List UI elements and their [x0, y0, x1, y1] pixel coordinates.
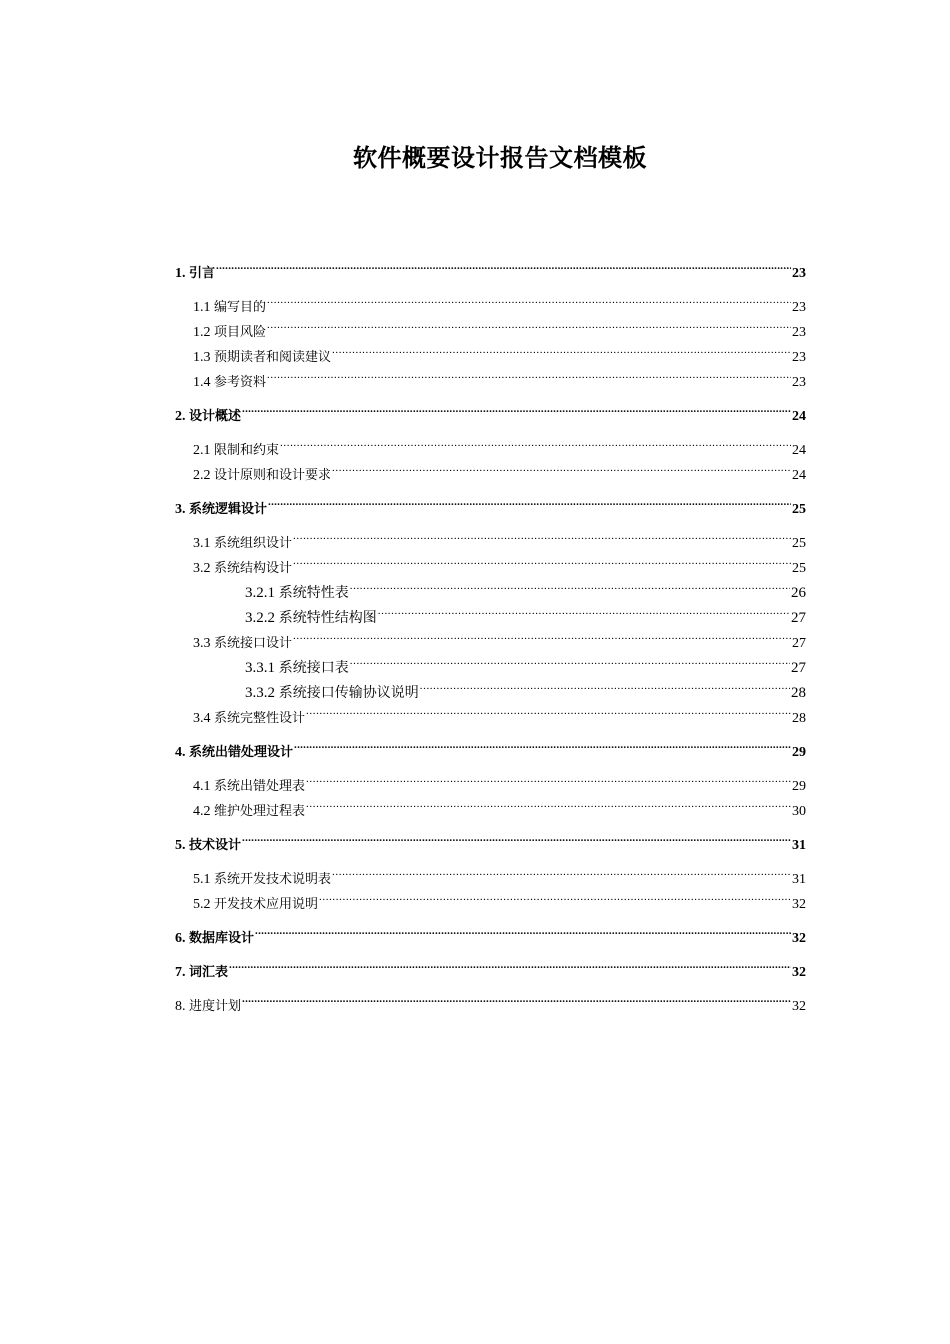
toc-entry-number: 1.2: [193, 325, 211, 340]
toc-entry-page-number: 27: [791, 610, 806, 626]
toc-entry-number: 1.1: [193, 300, 211, 315]
toc-entry-page-number: 23: [792, 300, 806, 315]
toc-dot-leader: [306, 765, 791, 790]
toc-entry-number: 7.: [175, 965, 186, 980]
toc-entry-page-number: 32: [792, 931, 806, 946]
toc-dot-leader: [268, 488, 791, 513]
toc-dot-leader: [216, 252, 791, 277]
toc-entry[interactable]: [175, 286, 806, 315]
toc-entry-page-number: 24: [792, 468, 806, 483]
toc-dot-leader: [280, 429, 791, 454]
toc-entry-page-number: 24: [792, 409, 806, 424]
toc-entry-title: 设计概述: [189, 409, 242, 424]
toc-entry-number: 1.3: [193, 350, 211, 365]
toc-entry-label: [193, 799, 305, 824]
toc-entry-number: 2.2: [193, 468, 211, 483]
toc-dot-leader: [293, 547, 791, 572]
toc-entry-title: 系统组织设计: [214, 536, 293, 551]
toc-entry-number: 3.2.1: [245, 585, 275, 601]
toc-entry-title: 预期读者和阅读建议: [214, 350, 332, 365]
toc-entry-title: 维护处理过程表: [214, 804, 306, 819]
toc-entry-title: 词汇表: [189, 965, 229, 980]
toc-dot-leader: [306, 790, 791, 815]
toc-entry-label: [193, 706, 305, 731]
toc-entry-page-number: 28: [792, 711, 806, 726]
toc-entry-number: 3.2.2: [245, 610, 275, 626]
toc-entry-page-number: 23: [792, 325, 806, 340]
toc-entry-label: [245, 656, 349, 681]
toc-entry-title: 系统特性表: [278, 585, 349, 601]
toc-entry-title: 系统接口设计: [214, 636, 293, 651]
toc-entry-page-number: 26: [791, 585, 806, 601]
toc-entry-number: 8.: [175, 999, 186, 1014]
toc-entry-page-number: 24: [792, 443, 806, 458]
toc-entry-title: 系统特性结构图: [278, 610, 377, 626]
toc-entry-title: 系统开发技术说明表: [214, 872, 332, 887]
toc-entry-title: 限制和约束: [214, 443, 280, 458]
toc-dot-leader: [293, 522, 791, 547]
toc-dot-leader: [332, 336, 791, 361]
toc-dot-leader: [242, 824, 791, 849]
toc-entry-title: 编写目的: [214, 300, 267, 315]
toc-dot-leader: [350, 647, 790, 672]
toc-entry-number: 5.: [175, 838, 186, 853]
toc-entry-page-number: 32: [792, 897, 806, 912]
toc-entry-page-number: 28: [791, 685, 806, 701]
toc-entry-label: [193, 631, 292, 656]
toc-entry-label: [175, 497, 267, 522]
toc-entry-label: [175, 960, 228, 985]
toc-entry-number: 1.4: [193, 375, 211, 390]
toc-dot-leader: [267, 286, 791, 311]
toc-dot-leader: [293, 622, 791, 647]
toc-entry[interactable]: [175, 985, 806, 1014]
toc-entry-number: 1.: [175, 266, 186, 281]
toc-entry-title: 技术设计: [189, 838, 242, 853]
toc-dot-leader: [332, 858, 791, 883]
toc-entry-title: 系统接口传输协议说明: [278, 685, 419, 701]
toc-entry-label: [175, 261, 215, 286]
toc-entry-title: 系统出错处理设计: [189, 745, 294, 760]
toc-entry-number: 3.3.2: [245, 685, 275, 701]
toc-entry-label: [193, 774, 305, 799]
toc-entry-number: 6.: [175, 931, 186, 946]
toc-entry-label: [193, 370, 266, 395]
toc-entry[interactable]: [175, 311, 806, 340]
toc-entry-page-number: 25: [792, 536, 806, 551]
toc-entry-page-number: 25: [792, 561, 806, 576]
toc-entry-title: 引言: [189, 266, 216, 281]
table-of-contents: [175, 252, 806, 1014]
toc-entry-title: 数据库设计: [189, 931, 255, 946]
toc-dot-leader: [420, 672, 790, 697]
toc-entry-label: [175, 740, 293, 765]
toc-entry[interactable]: [175, 395, 806, 424]
toc-entry-title: 项目风险: [214, 325, 267, 340]
toc-entry-label: [193, 556, 292, 581]
toc-entry-label: [193, 320, 266, 345]
toc-entry-page-number: 32: [792, 999, 806, 1014]
toc-entry-number: 5.1: [193, 872, 211, 887]
toc-dot-leader: [242, 985, 791, 1010]
toc-dot-leader: [255, 917, 791, 942]
toc-entry-number: 3.: [175, 502, 186, 517]
toc-entry-title: 系统完整性设计: [214, 711, 306, 726]
toc-dot-leader: [267, 311, 791, 336]
toc-entry-title: 系统逻辑设计: [189, 502, 268, 517]
toc-entry-page-number: 32: [792, 965, 806, 980]
toc-entry-title: 系统接口表: [278, 660, 349, 676]
toc-dot-leader: [242, 395, 791, 420]
document-title: 软件概要设计报告文档模板: [353, 144, 647, 172]
toc-entry-label: [245, 581, 349, 606]
toc-entry-label: [175, 926, 254, 951]
toc-entry[interactable]: [175, 488, 806, 517]
toc-entry-number: 4.2: [193, 804, 211, 819]
toc-entry[interactable]: [175, 765, 806, 794]
toc-entry-page-number: 31: [792, 838, 806, 853]
toc-entry-title: 开发技术应用说明: [214, 897, 319, 912]
toc-dot-leader: [378, 597, 790, 622]
toc-entry[interactable]: [175, 252, 806, 281]
toc-entry-title: 参考资料: [214, 375, 267, 390]
toc-entry-title: 进度计划: [189, 999, 242, 1014]
toc-dot-leader: [294, 731, 791, 756]
toc-entry-page-number: 31: [792, 872, 806, 887]
toc-dot-leader: [319, 883, 791, 908]
toc-dot-leader: [350, 572, 790, 597]
toc-entry-page-number: 29: [792, 779, 806, 794]
toc-entry-number: 3.3: [193, 636, 211, 651]
toc-entry-page-number: 23: [792, 375, 806, 390]
toc-entry-page-number: 30: [792, 804, 806, 819]
toc-entry-label: [193, 531, 292, 556]
toc-entry[interactable]: [175, 361, 806, 390]
toc-entry-number: 3.4: [193, 711, 211, 726]
toc-entry-label: [175, 994, 241, 1019]
toc-entry-title: 系统结构设计: [214, 561, 293, 576]
toc-entry[interactable]: [175, 858, 806, 887]
toc-entry-page-number: 23: [792, 266, 806, 281]
toc-entry-number: 3.3.1: [245, 660, 275, 676]
toc-entry-page-number: 23: [792, 350, 806, 365]
toc-entry[interactable]: [175, 731, 806, 760]
toc-entry-label: [175, 833, 241, 858]
toc-entry-label: [193, 295, 266, 320]
toc-entry-label: [193, 463, 331, 488]
toc-entry-number: 5.2: [193, 897, 211, 912]
toc-entry-page-number: 27: [792, 636, 806, 651]
toc-dot-leader: [332, 454, 791, 479]
toc-entry[interactable]: [175, 824, 806, 853]
toc-entry-page-number: 25: [792, 502, 806, 517]
toc-entry[interactable]: [175, 522, 806, 551]
toc-entry-number: 2.1: [193, 443, 211, 458]
toc-entry-title: 设计原则和设计要求: [214, 468, 332, 483]
toc-entry-page-number: 29: [792, 745, 806, 760]
toc-entry-label: [193, 867, 331, 892]
toc-entry-number: 3.2: [193, 561, 211, 576]
toc-dot-leader: [229, 951, 791, 976]
toc-entry-number: 4.1: [193, 779, 211, 794]
toc-entry-label: [193, 438, 279, 463]
toc-entry-number: 3.1: [193, 536, 211, 551]
toc-entry-page-number: 27: [791, 660, 806, 676]
toc-entry-number: 4.: [175, 745, 186, 760]
toc-entry[interactable]: [175, 951, 806, 980]
toc-entry-label: [175, 404, 241, 429]
toc-entry-number: 2.: [175, 409, 186, 424]
toc-entry-label: [193, 892, 318, 917]
toc-entry[interactable]: [175, 917, 806, 946]
toc-dot-leader: [267, 361, 791, 386]
toc-dot-leader: [306, 697, 791, 722]
toc-entry-title: 系统出错处理表: [214, 779, 306, 794]
toc-entry[interactable]: [175, 429, 806, 458]
toc-entry[interactable]: [175, 336, 806, 365]
